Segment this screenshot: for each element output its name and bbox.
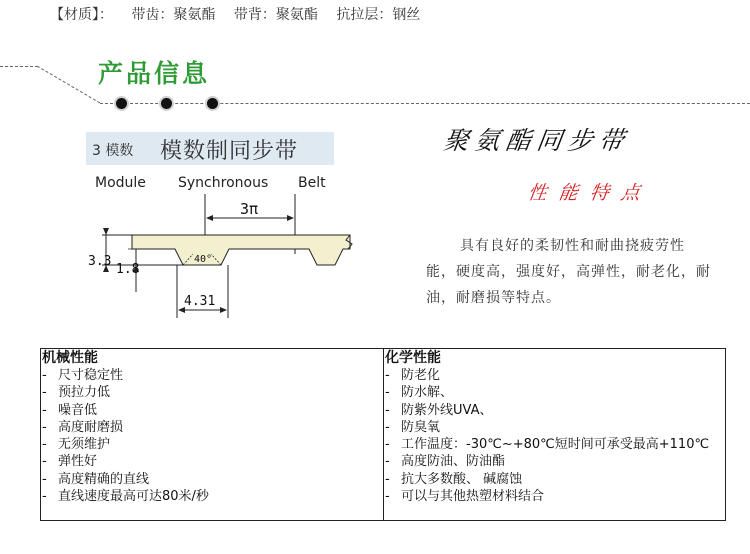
material-tensile: 抗拉层：钢丝 xyxy=(336,7,421,23)
list-item: - 工作温度：-30℃~+80℃短时间可承受最高+110℃ xyxy=(385,437,710,453)
performance-title: 性能特点 xyxy=(526,182,654,204)
product-description: 具有良好的柔韧性和耐曲挠疲劳性能，硬度高，强度好，高弹性，耐老化，耐油，耐磨损等特点。 xyxy=(426,238,711,306)
mechanical-column xyxy=(41,349,383,520)
spec-en-module: Module xyxy=(95,175,146,191)
list-item: - 防水解、 xyxy=(385,385,454,401)
header-dot xyxy=(114,96,129,111)
header-dash-slope xyxy=(37,65,101,105)
list-item: - 无须维护 xyxy=(42,437,111,453)
base-value: 4.31 xyxy=(184,294,216,309)
list-item: - 高度耐磨损 xyxy=(42,419,124,435)
angle-value: 40° xyxy=(194,254,213,265)
material-back: 带背：聚氨酯 xyxy=(233,7,318,23)
spec-pitch-label: 3 模数 xyxy=(92,143,134,159)
material-tooth: 带齿：聚氨酯 xyxy=(131,7,216,23)
list-item: - 弹性好 xyxy=(42,454,98,470)
list-item: - 尺寸稳定性 xyxy=(42,368,124,383)
list-item: - 防紫外线UVA、 xyxy=(385,402,493,418)
list-item: - 防臭氧 xyxy=(385,419,441,435)
product-name: 聚氨酯同步带 xyxy=(441,126,632,155)
list-item: - 可以与其他热塑材料结合 xyxy=(385,489,545,505)
height-value: 3.3 xyxy=(88,254,112,269)
chemical-header: 化学性能 xyxy=(385,350,441,366)
properties-table xyxy=(40,348,726,521)
header-dash-right xyxy=(100,103,750,104)
header-dot xyxy=(205,96,220,111)
list-item: - 直线速度最高可达80米/秒 xyxy=(42,489,209,505)
header-dash-left xyxy=(0,66,38,67)
material-line xyxy=(50,4,434,24)
list-item: - 抗大多数酸、 碱腐蚀 xyxy=(385,471,523,487)
list-item: - 高度精确的直线 xyxy=(42,471,150,487)
chemical-column xyxy=(383,349,725,520)
spec-title: 模数制同步带 xyxy=(160,139,299,164)
list-item: - 预拉力低 xyxy=(42,385,111,401)
material-label: 【材质】： xyxy=(50,7,113,23)
list-item: - 噪音低 xyxy=(42,402,98,418)
list-item: - 防老化 xyxy=(385,368,441,383)
section-title: 产品信息 xyxy=(98,59,211,88)
tooth-height-value: 1.8 xyxy=(116,262,140,277)
list-item: - 高度防油、防油酯 xyxy=(385,454,506,470)
pitch-value: 3π xyxy=(240,200,259,218)
mechanical-header: 机械性能 xyxy=(42,350,98,366)
spec-en-synchronous: Synchronous xyxy=(178,175,269,191)
belt-body xyxy=(132,235,350,265)
header-dot xyxy=(159,96,174,111)
spec-en-belt: Belt xyxy=(298,175,326,191)
